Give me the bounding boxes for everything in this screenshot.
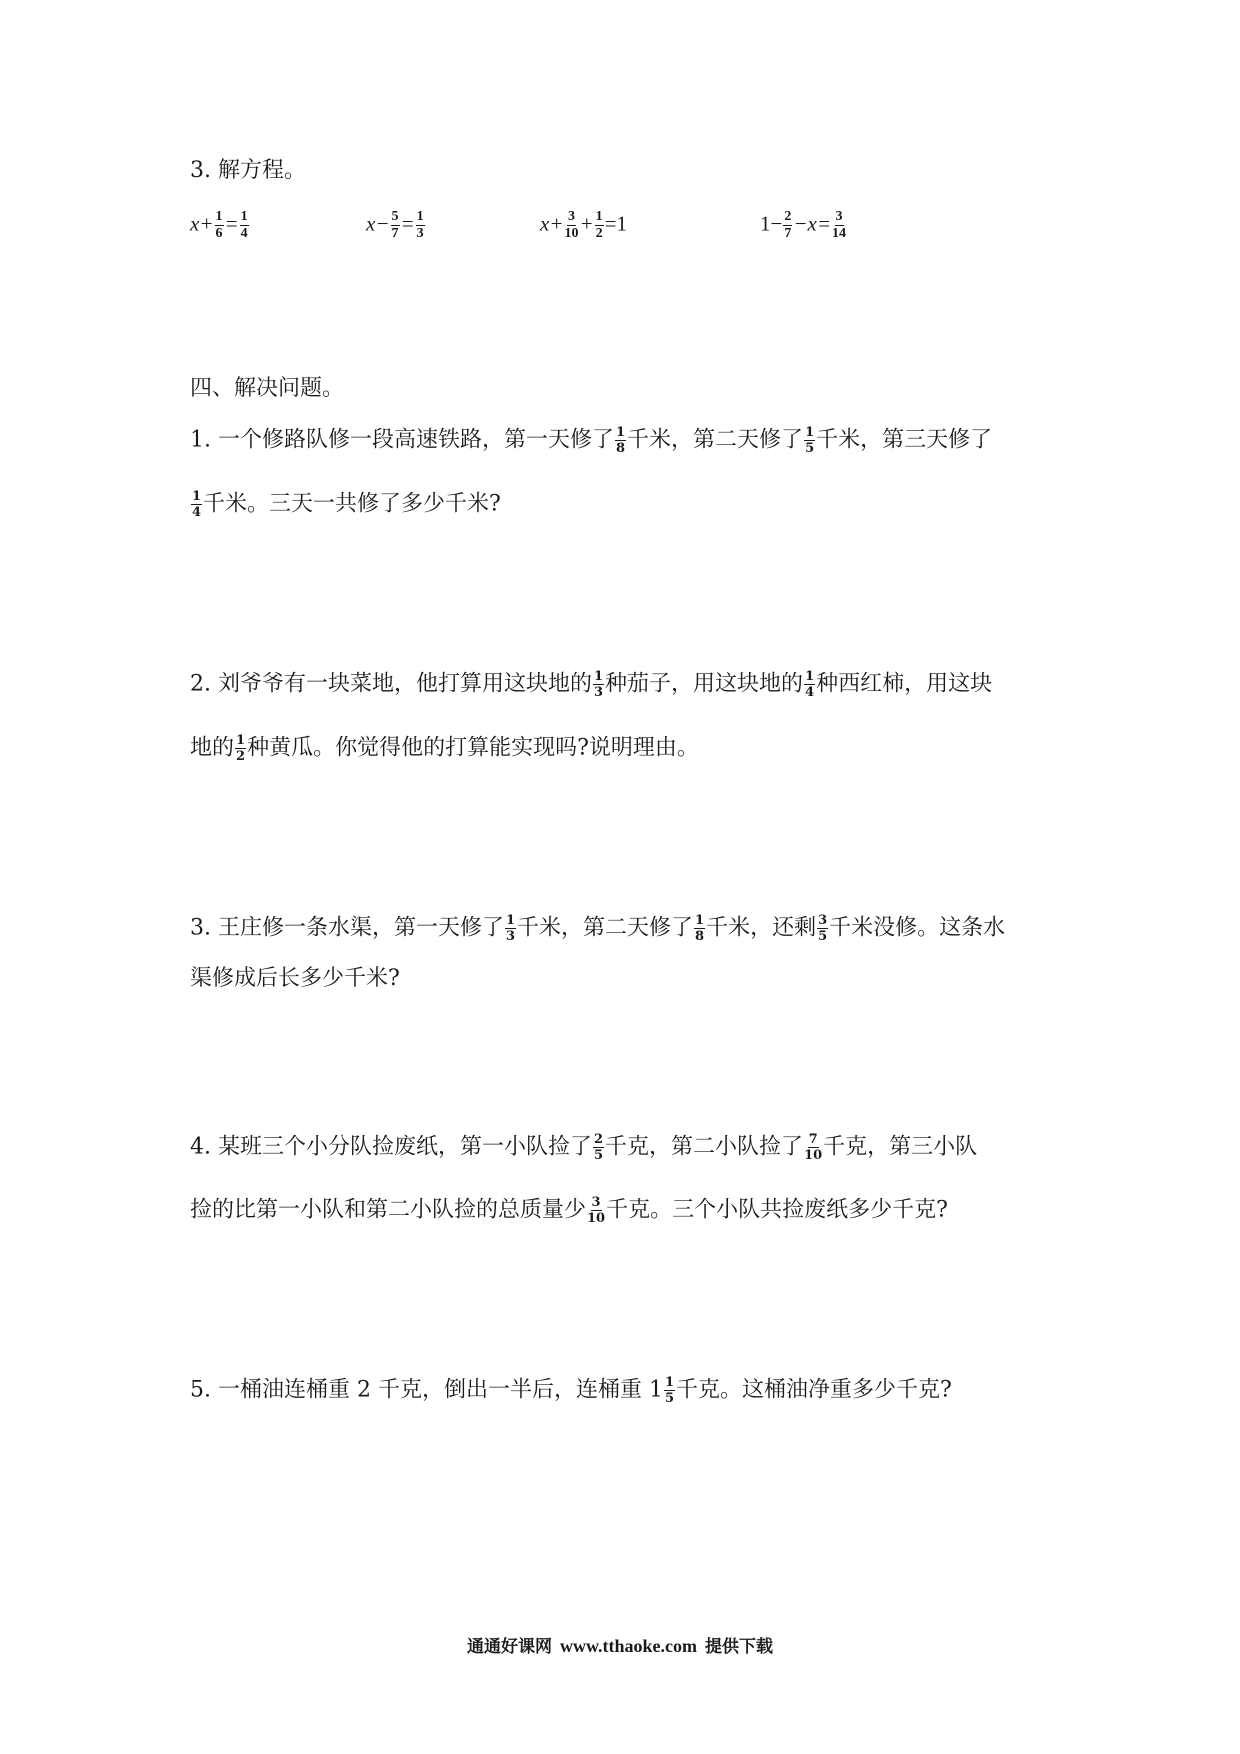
fraction bbox=[804, 670, 815, 699]
section-4-title: 四、解决问题。 bbox=[190, 376, 345, 401]
problem-text: 千克。三个小队共捡废纸多少千克? bbox=[606, 1197, 948, 1223]
problem-text: 地的 bbox=[190, 735, 235, 761]
equation-3 bbox=[540, 210, 627, 241]
fraction-numerator: 1 bbox=[594, 669, 604, 684]
problem-text: 2. 刘爷爷有一块菜地，他打算用这块地的 bbox=[190, 671, 592, 697]
equation-text: + bbox=[579, 211, 594, 236]
fraction bbox=[664, 1376, 675, 1405]
problem-text: 种西红柿，用这块 bbox=[816, 671, 993, 697]
fraction-numerator: 1 bbox=[505, 913, 516, 928]
equation-text: −x= bbox=[793, 211, 832, 236]
fraction-denominator: 3 bbox=[505, 929, 516, 944]
fraction bbox=[832, 210, 846, 241]
problem-3-line-2 bbox=[190, 966, 400, 992]
problem-text: 种黄瓜。你觉得他的打算能实现吗?说明理由。 bbox=[247, 735, 699, 761]
fraction-numerator: 3 bbox=[568, 209, 575, 224]
fraction-denominator: 3 bbox=[416, 226, 424, 241]
problem-1-line-1 bbox=[190, 426, 992, 455]
problem-4-line-2 bbox=[190, 1196, 948, 1225]
fraction-numerator: 3 bbox=[835, 209, 843, 224]
problem-text: 千米没修。这条水 bbox=[829, 915, 1006, 941]
section-3-title: 3. 解方程。 bbox=[190, 158, 306, 183]
equation-2 bbox=[366, 210, 426, 241]
fraction-numerator: 1 bbox=[215, 209, 223, 224]
equation-text: x− bbox=[366, 211, 390, 236]
page-footer bbox=[0, 1632, 1240, 1657]
fraction-denominator: 10 bbox=[804, 1148, 823, 1163]
equation-1 bbox=[190, 210, 250, 241]
fraction-numerator: 1 bbox=[805, 669, 815, 684]
fraction bbox=[391, 210, 400, 241]
problem-1-line-2 bbox=[190, 490, 501, 519]
fraction-numerator: 2 bbox=[784, 209, 792, 224]
problem-text: 千米，第二天修了 bbox=[627, 427, 804, 453]
fraction-denominator: 4 bbox=[805, 685, 815, 700]
fraction bbox=[505, 914, 516, 943]
fraction-denominator: 10 bbox=[564, 226, 579, 241]
fraction bbox=[593, 1133, 604, 1162]
fraction bbox=[191, 490, 202, 519]
equation-text: 1− bbox=[760, 211, 783, 236]
fraction-numerator: 3 bbox=[591, 1195, 601, 1210]
problem-text: 5. 一桶油连桶重 2 千克，倒出一半后，连桶重 1 bbox=[190, 1377, 663, 1403]
fraction-numerator: 5 bbox=[391, 209, 399, 224]
fraction bbox=[240, 210, 249, 241]
fraction bbox=[694, 914, 705, 943]
fraction-denominator: 4 bbox=[192, 505, 202, 520]
fraction bbox=[587, 1196, 605, 1225]
problem-2-line-1 bbox=[190, 670, 992, 699]
equation-text: = bbox=[224, 211, 239, 236]
fraction bbox=[215, 210, 224, 241]
fraction bbox=[416, 210, 425, 241]
footer-site-name: 通通好课网 bbox=[467, 1637, 552, 1657]
fraction-denominator: 10 bbox=[587, 1211, 606, 1226]
fraction-denominator: 5 bbox=[805, 441, 815, 456]
fraction-denominator: 2 bbox=[236, 749, 246, 764]
fraction-numerator: 7 bbox=[808, 1132, 818, 1147]
fraction bbox=[595, 210, 604, 241]
fraction-numerator: 1 bbox=[192, 489, 202, 504]
fraction bbox=[235, 734, 246, 763]
problem-5-line-1 bbox=[190, 1376, 952, 1405]
problem-text: 1. 一个修路队修一段高速铁路，第一天修了 bbox=[190, 427, 614, 453]
fraction-denominator: 14 bbox=[832, 226, 847, 241]
fraction-numerator: 1 bbox=[805, 425, 815, 440]
fraction-denominator: 6 bbox=[215, 226, 223, 241]
fraction-numerator: 2 bbox=[594, 1132, 604, 1147]
problem-text: 种茄子，用这块地的 bbox=[605, 671, 804, 697]
fraction bbox=[817, 914, 828, 943]
fraction-numerator: 3 bbox=[818, 913, 828, 928]
fraction-numerator: 1 bbox=[416, 209, 424, 224]
equation-4 bbox=[760, 210, 847, 241]
fraction-denominator: 5 bbox=[818, 929, 828, 944]
problem-text: 千克，第二小队捡了 bbox=[605, 1134, 804, 1160]
fraction-denominator: 8 bbox=[695, 929, 705, 944]
problem-text: 捡的比第一小队和第二小队捡的总质量少 bbox=[190, 1197, 587, 1223]
problem-3-line-1 bbox=[190, 914, 1005, 943]
fraction-numerator: 1 bbox=[236, 733, 246, 748]
problem-4-line-1 bbox=[190, 1133, 977, 1162]
fraction bbox=[593, 670, 604, 699]
fraction-denominator: 7 bbox=[784, 226, 792, 241]
problem-text: 渠修成后长多少千米? bbox=[190, 966, 400, 991]
equation-text: = bbox=[400, 211, 415, 236]
equation-text: x+ bbox=[540, 211, 564, 236]
footer-url: www.tthaoke.com bbox=[560, 1636, 697, 1656]
equation-text: x+ bbox=[190, 211, 214, 236]
fraction-denominator: 2 bbox=[595, 226, 603, 241]
fraction-denominator: 7 bbox=[391, 226, 399, 241]
fraction-denominator: 4 bbox=[240, 226, 248, 241]
problem-text: 4. 某班三个小分队捡废纸，第一小队捡了 bbox=[190, 1134, 592, 1160]
fraction bbox=[804, 426, 815, 455]
fraction-denominator: 5 bbox=[594, 1148, 604, 1163]
equation-text: =1 bbox=[604, 211, 628, 236]
fraction-denominator: 5 bbox=[664, 1391, 675, 1406]
fraction-numerator: 1 bbox=[240, 209, 248, 224]
problem-text: 千米，第三天修了 bbox=[816, 427, 993, 453]
problem-2-line-2 bbox=[190, 734, 699, 763]
problem-text: 3. 王庄修一条水渠，第一天修了 bbox=[190, 915, 504, 941]
problem-text: 千克，第三小队 bbox=[823, 1134, 978, 1160]
problem-text: 千米。三天一共修了多少千米? bbox=[203, 491, 501, 517]
problem-text: 千米，第二天修了 bbox=[517, 915, 694, 941]
fraction-numerator: 1 bbox=[664, 1375, 675, 1390]
fraction bbox=[565, 210, 579, 241]
fraction-denominator: 8 bbox=[616, 441, 626, 456]
problem-text: 千克。这桶油净重多少千克? bbox=[676, 1377, 952, 1403]
fraction-numerator: 1 bbox=[595, 209, 603, 224]
fraction bbox=[615, 426, 626, 455]
fraction bbox=[804, 1133, 822, 1162]
fraction bbox=[783, 210, 792, 241]
fraction-numerator: 1 bbox=[616, 425, 626, 440]
fraction-denominator: 3 bbox=[594, 685, 604, 700]
problem-text: 千米，还剩 bbox=[706, 915, 817, 941]
fraction-numerator: 1 bbox=[695, 913, 705, 928]
footer-download-text: 提供下载 bbox=[705, 1637, 773, 1657]
